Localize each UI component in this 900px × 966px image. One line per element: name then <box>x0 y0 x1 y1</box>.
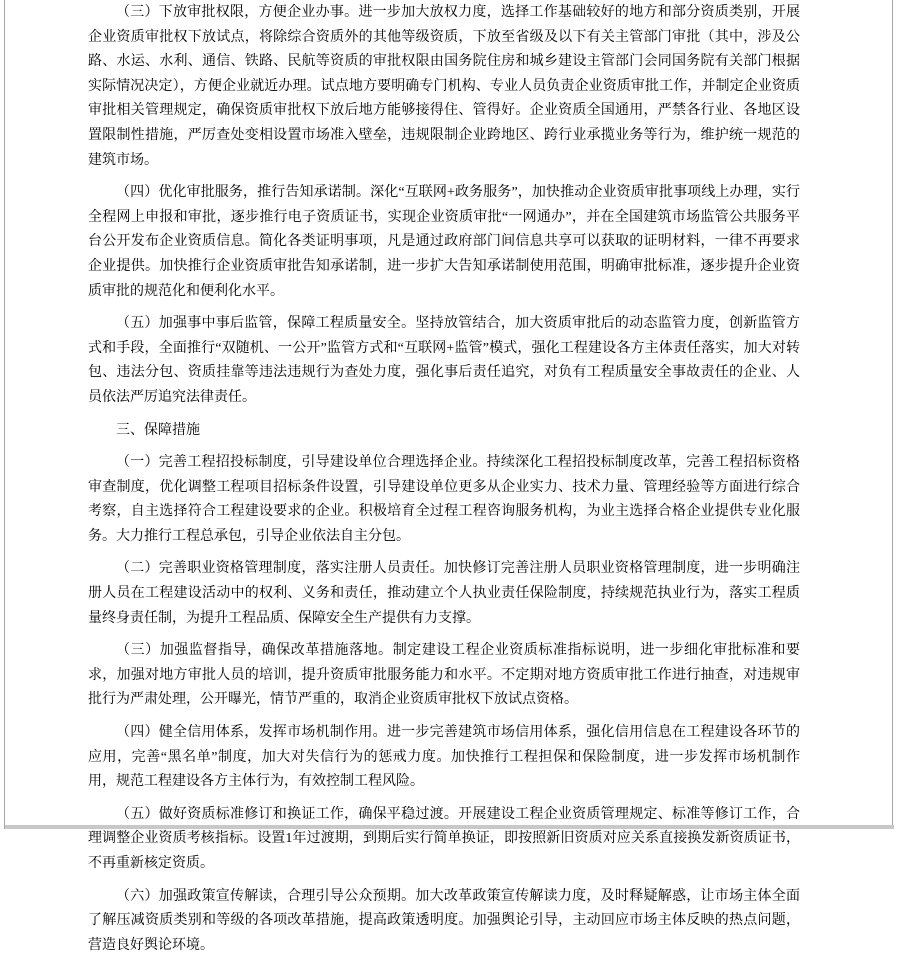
document-paragraph: （五）做好资质标准修订和换证工作，确保平稳过渡。开展建设工程企业资质管理规定、标准等修订工作，合理调整企业资质考核指标。设置1年过渡期，到期后实行简单换证，即按照新旧资质对应关系直接换发新资质证书，不再重新核定资质。 <box>88 803 800 877</box>
document-page <box>4 0 893 829</box>
document-paragraph: （一）完善工程招投标制度，引导建设单位合理选择企业。持续深化工程招投标制度改革，完善工程招标资格审查制度，优化调整工程项目招标条件设置，引导建设单位更多从企业实力、技术力量、管理经验等方面进行综合考察，自主选择符合工程建设要求的企业。积极培育全过程工程咨询服务机构，为业主选择合格企业提供专业化服务。大力推行工程总承包，引导企业依法自主分包。 <box>88 451 800 549</box>
document-paragraph: （三）加强监督指导，确保改革措施落地。制定建设工程企业资质标准指标说明，进一步细化审批标准和要求，加强对地方审批人员的培训，提升资质审批服务能力和水平。不定期对地方资质审批工作进行抽查，对违规审批行为严肃处理，公开曝光，情节严重的，取消企业资质审批权下放试点资格。 <box>88 639 800 713</box>
document-paragraph: （五）加强事中事后监管，保障工程质量安全。坚持放管结合，加大资质审批后的动态监管力度，创新监管方式和手段，全面推行“双随机、一公开”监管方式和“互联网+监管”模式，强化工程建设各方主体责任落实，加大对转包、违法分包、资质挂靠等违法违规行为查处力度，强化事后责任追究，对负有工程质量安全事故责任的企业、人员依法严厉追究法律责任。 <box>88 312 800 410</box>
document-paragraph: （六）加强政策宣传解读，合理引导公众预期。加大改革政策宣传解读力度，及时释疑解惑，让市场主体全面了解压减资质类别和等级的各项改革措施，提高政策透明度。加强舆论引导，主动回应市场主体反映的热点问题，营造良好舆论环境。 <box>88 885 800 959</box>
document-content <box>88 1 800 966</box>
section-heading: 三、保障措施 <box>88 419 800 444</box>
document-paragraph: （四）健全信用体系，发挥市场机制作用。进一步完善建筑市场信用体系，强化信用信息在工程建设各环节的应用，完善“黑名单”制度，加大对失信行为的惩戒力度。加快推行工程担保和保险制度，进一步发挥市场机制作用，规范工程建设各方主体行为，有效控制工程风险。 <box>88 721 800 795</box>
document-paragraph: （二）完善职业资格管理制度，落实注册人员责任。加快修订完善注册人员职业资格管理制度，进一步明确注册人员在工程建设活动中的权利、义务和责任，推动建立个人执业责任保险制度，持续规范执业行为，落实工程质量终身责任制，为提升工程品质、保障安全生产提供有力支撑。 <box>88 557 800 631</box>
document-paragraph: （四）优化审批服务，推行告知承诺制。深化“互联网+政务服务”，加快推动企业资质审批事项线上办理，实行全程网上申报和审批，逐步推行电子资质证书，实现企业资质审批“一网通办”，并在全国建筑市场监管公共服务平台公开发布企业资质信息。简化各类证明事项，凡是通过政府部门间信息共享可以获取的证明材料，一律不再要求企业提供。加快推行企业资质审批告知承诺制，进一步扩大告知承诺制使用范围，明确审批标准，逐步提升企业资质审批的规范化和便利化水平。 <box>88 181 800 304</box>
horizontal-scrollbar[interactable] <box>5 825 894 829</box>
document-paragraph: （三）下放审批权限，方便企业办事。进一步加大放权力度，选择工作基础较好的地方和部分资质类别，开展企业资质审批权下放试点，将除综合资质外的其他等级资质，下放至省级及以下有关主管部门审批（其中，涉及公路、水运、水利、通信、铁路、民航等资质的审批权限由国务院住房和城乡建设主管部门会同国务院有关部门根据实际情况决定），方便企业就近办理。试点地方要明确专门机构、专业人员负责企业资质审批工作，并制定企业资质审批相关管理规定，确保资质审批权下放后地方能够接得住、管得好。企业资质全国通用，严禁各行业、各地区设置限制性措施，严厉查处变相设置市场准入壁垒，违规限制企业跨地区、跨行业承揽业务等行为，维护统一规范的建筑市场。 <box>88 1 800 173</box>
